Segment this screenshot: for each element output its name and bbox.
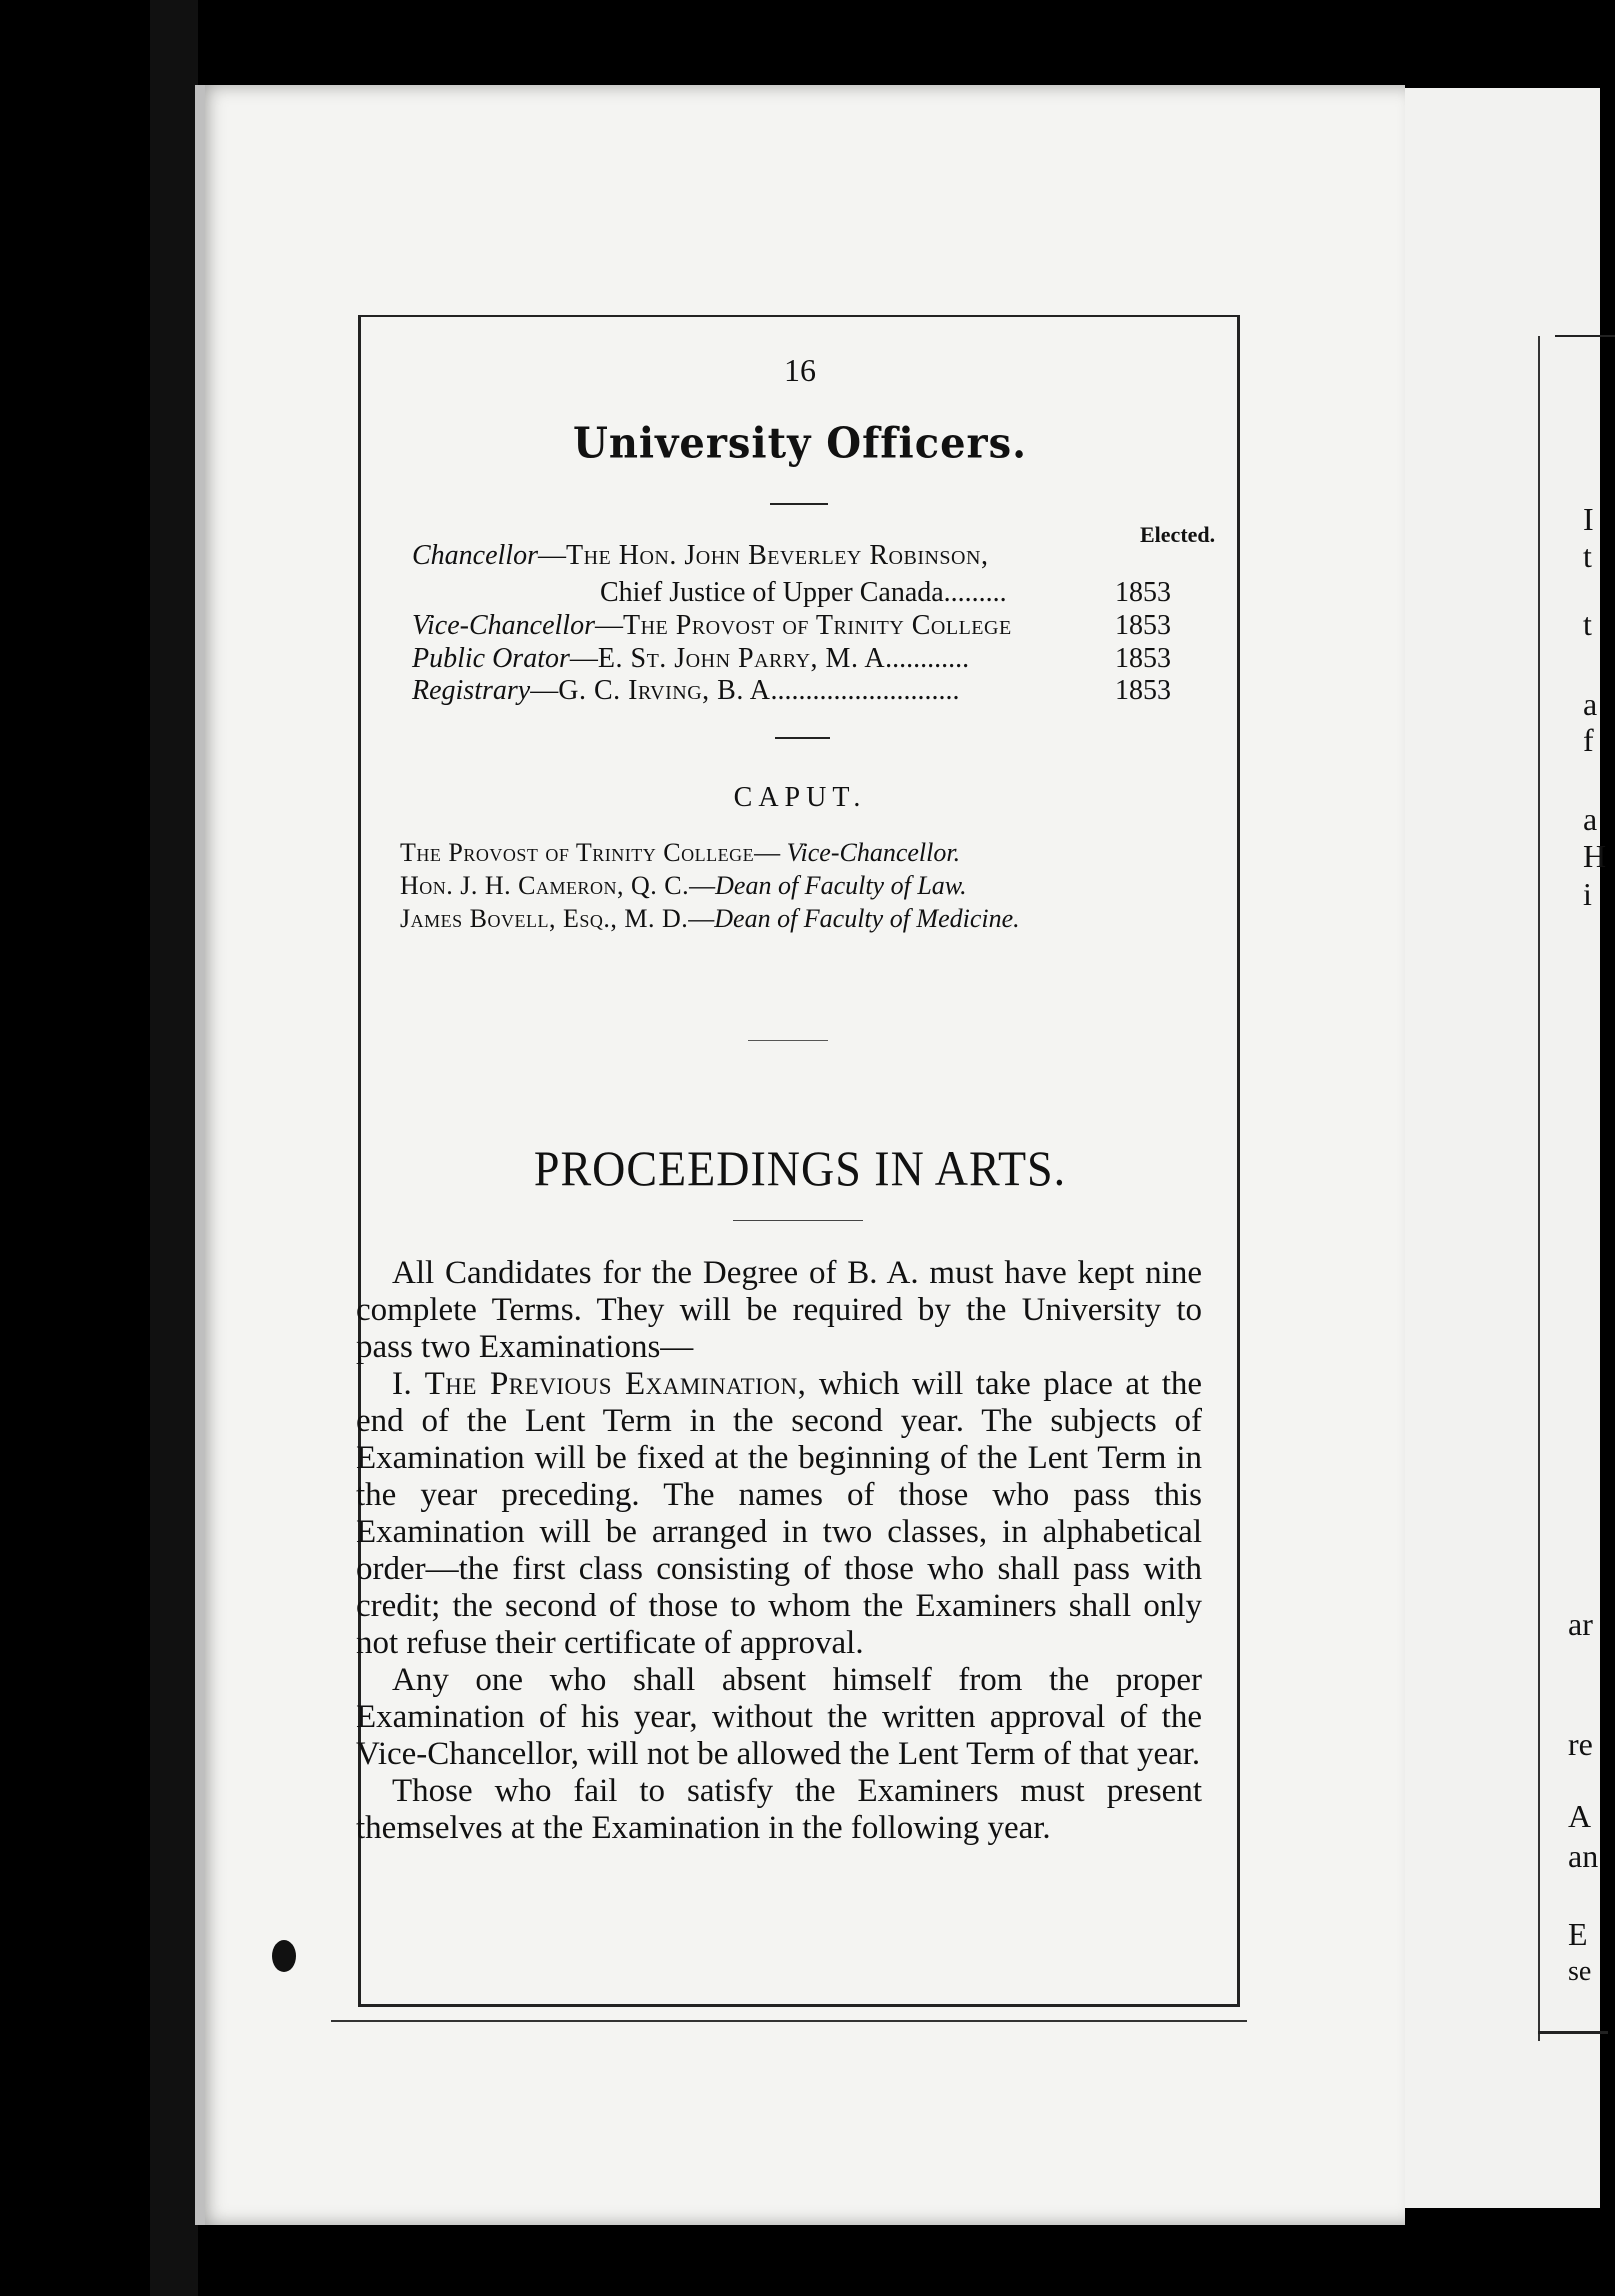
officer-name: E. St. John Parry, M. A	[597, 643, 886, 674]
proceedings-divider	[733, 1220, 863, 1221]
facing-page-top-rule	[1555, 335, 1615, 337]
university-officers-heading: University Officers.	[572, 418, 1028, 469]
facing-fragment: H	[1583, 838, 1607, 874]
facing-fragment: A	[1568, 1798, 1592, 1834]
caput-member: James Bovell, Esq., M. D.—Dean of Faculty of Medicine.	[400, 904, 1020, 933]
page-number: 16	[784, 352, 816, 388]
facing-fragment: i	[1583, 876, 1592, 912]
officer-role: Vice-Chancellor	[412, 610, 595, 641]
officer-chancellor-continuation: Chief Justice of Upper Canada.........	[600, 577, 1007, 608]
caput-member-name: Hon. J. H. Cameron, Q. C.	[400, 871, 690, 900]
officer-year: 1853	[1115, 675, 1171, 706]
facing-fragment: a	[1583, 686, 1598, 722]
caput-member-role: Dean of Faculty of Law.	[715, 871, 967, 900]
caput-divider	[748, 1040, 828, 1041]
officer-year: 1853	[1115, 577, 1171, 608]
officer-registrary: Registrary—G. C. Irving, B. A...........................	[412, 675, 960, 706]
facing-fragment: E	[1568, 1916, 1588, 1952]
officer-year: 1853	[1115, 610, 1171, 641]
officer-role: Registrary	[412, 675, 531, 706]
officer-role: Chancellor	[412, 540, 538, 571]
facing-fragment: t	[1583, 538, 1592, 574]
caput-member-name: The Provost of Trinity College	[400, 838, 755, 867]
caput-member-name: James Bovell, Esq., M. D.	[400, 904, 689, 933]
officers-divider	[775, 737, 830, 739]
caput-member: Hon. J. H. Cameron, Q. C.—Dean of Faculty of Law.	[400, 871, 967, 900]
proceedings-heading: PROCEEDINGS IN ARTS.	[533, 1140, 1067, 1197]
officer-name: The Hon. John Beverley Robinson,	[566, 540, 989, 571]
facing-fragment: t	[1583, 606, 1592, 642]
officer-vice-chancellor: Vice-Chancellor—The Provost of Trinity College	[412, 610, 1012, 641]
officer-role: Public Orator	[412, 643, 570, 674]
paragraph-previous-examination	[356, 1366, 1202, 1662]
paragraph: All Candidates for the Degree of B. A. must have kept nine complete Terms. They will be required by the University to pass two Examinations—	[356, 1255, 1202, 1365]
facing-fragment: re	[1568, 1726, 1593, 1762]
officer-name: G. C. Irving, B. A	[558, 675, 771, 706]
previous-examination-label: I. The Previous Examination,	[392, 1366, 807, 1402]
caput-member-role: Dean of Faculty of Medicine.	[714, 904, 1020, 933]
facing-fragment: an	[1568, 1838, 1599, 1874]
previous-examination-text: which will take place at the end of the Lent Term in the second year. The subjects of Examination will be fixed at the beginning of the Lent Term in the year preceding. The names of those who pass this Examination will be arranged in two classes, in alphabetical order—the first class consisting of those who shall pass with credit; the second of those to whom the Examiners shall only not refuse their certificate of approval.	[356, 1366, 1203, 1661]
facing-page-bottom-rule	[1538, 2031, 1608, 2034]
officer-continuation: Chief Justice of Upper Canada	[600, 577, 944, 608]
paragraph: Any one who shall absent himself from the proper Examination of his year, without the written approval of the Vice-Chancellor, will not be allowed the Lent Term of that year.	[356, 1662, 1202, 1772]
facing-fragment: a	[1583, 801, 1598, 837]
facing-fragment: f	[1583, 722, 1594, 758]
officer-chancellor: Chancellor—The Hon. John Beverley Robinson,	[412, 540, 989, 571]
officer-year: 1853	[1115, 643, 1171, 674]
ink-blot	[272, 1940, 296, 1972]
paragraph: Those who fail to satisfy the Examiners must present themselves at the Examination in the following year.	[356, 1773, 1202, 1846]
facing-fragment: se	[1568, 1956, 1592, 1987]
officer-name: The Provost of Trinity College	[622, 610, 1012, 641]
caput-heading: CAPUT.	[733, 782, 867, 813]
caput-member: The Provost of Trinity College— Vice-Chancellor.	[400, 838, 961, 867]
proceedings-body	[356, 1255, 1202, 1847]
officer-public-orator: Public Orator—E. St. John Parry, M. A............	[412, 643, 970, 674]
facing-fragment: I	[1583, 501, 1594, 537]
caput-member-role: Vice-Chancellor.	[786, 838, 961, 867]
facing-fragment: ar	[1568, 1606, 1593, 1642]
heading-divider	[770, 503, 828, 505]
elected-column-label: Elected.	[1140, 522, 1216, 547]
